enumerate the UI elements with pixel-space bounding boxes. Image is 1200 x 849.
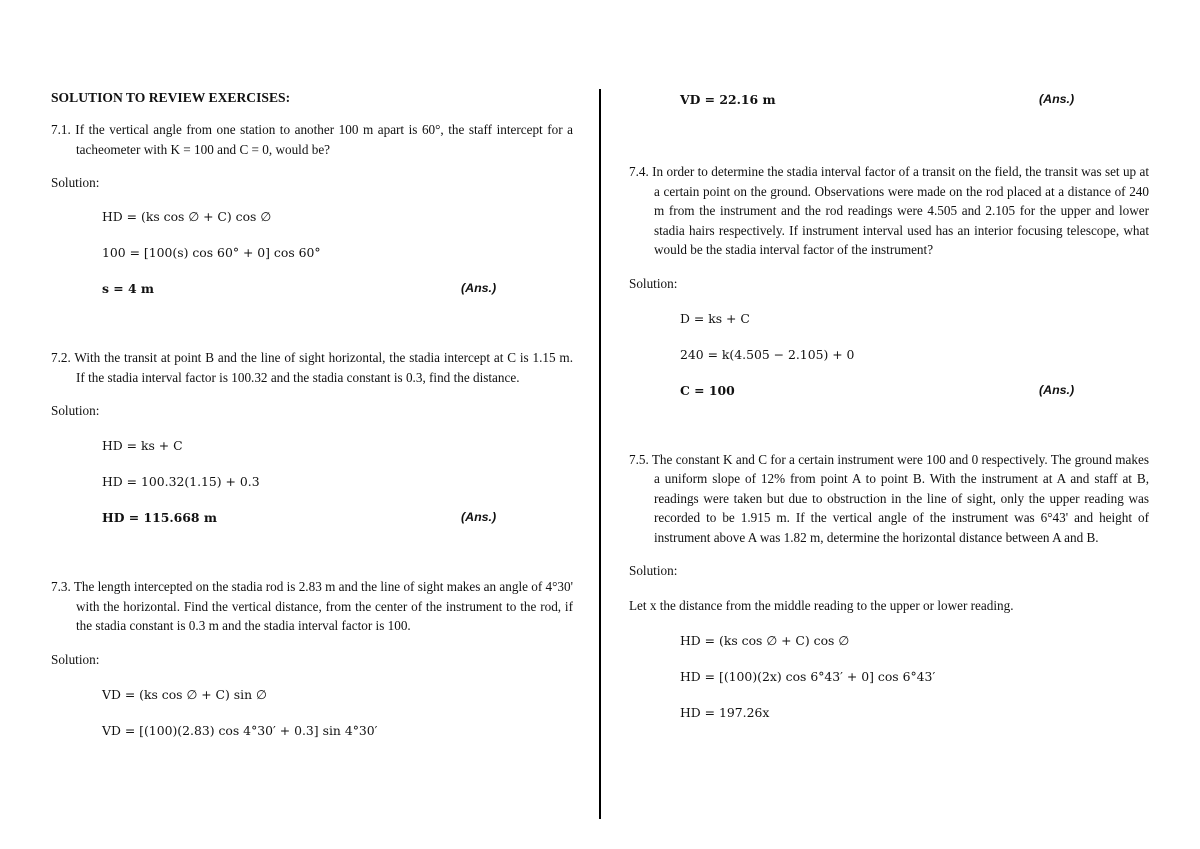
problem-7-1-question: 7.1. If the vertical angle from one station to another 100 m apart is 60°, the staff intercept for a tacheometer with K = 100 and C = 0, would be? (51, 122, 573, 157)
problem-7-5-equation-3: HD = 197.26x (680, 705, 770, 720)
problem-7-2-answer (51, 508, 573, 527)
ans-label: (Ans.) (461, 510, 497, 524)
column-divider (599, 89, 601, 819)
ans-label: (Ans.) (461, 281, 497, 295)
problem-7-5-question: 7.5. The constant K and C for a certain instrument were 100 and 0 respectively. The ground makes a uniform slope of 12% from point A to point B. With the instrument at A and staff at B, readings were taken but due to obstruction in the line of sight, only the upper reading was recorded to be 1.915 m. If the vertical angle of the instrument was 6°43' and height of instrument above A was 1.82 m, determine the horizontal distance between A and B. (629, 451, 1149, 545)
problem-7-2-equation-1: HD = ks + C (102, 438, 183, 453)
problem-7-2-question: 7.2. With the transit at point B and the line of sight horizontal, the stadia intercept at C is 1.15 m. If the stadia interval factor is 100.32 and the stadia constant is 0.3, find the distance. (51, 350, 573, 385)
solution-label: Solution: (51, 175, 100, 190)
solution-label: Solution: (51, 403, 100, 418)
answer-value: HD = 115.668 m (102, 510, 217, 525)
problem-7-3-equation-2: VD = [(100)(2.83) cos 4°30′ + 0.3] sin 4°30′ (102, 722, 378, 738)
left-column (51, 88, 573, 740)
ans-label: (Ans.) (1039, 382, 1075, 397)
problem-7-3-answer (629, 90, 1149, 109)
answer-value: C = 100 (680, 382, 735, 398)
right-column (629, 88, 1149, 722)
ans-label: (Ans.) (1039, 92, 1075, 106)
problem-7-3-question: 7.3. The length intercepted on the stadia rod is 2.83 m and the line of sight makes an angle of 4°30' with the horizontal. Find the vertical distance, from the center of the instrument to the rod, if the stadia constant is 0.3 m and the stadia interval factor is 100. (51, 579, 573, 633)
problem-7-5-equation-1: HD = (ks cos ∅ + C) cos ∅ (680, 633, 850, 648)
problem-7-5-let-line: Let x the distance from the middle reading to the upper or lower reading. (629, 598, 1014, 613)
answer-value: VD = 22.16 m (680, 92, 776, 107)
problem-7-4-equation-1: D = ks + C (680, 310, 750, 326)
solution-label: Solution: (51, 651, 100, 667)
problem-7-2-equation-2: HD = 100.32(1.15) + 0.3 (102, 474, 260, 489)
problem-7-5-equation-2: HD = [(100)(2x) cos 6°43′ + 0] cos 6°43′ (680, 669, 936, 684)
problem-7-4-question: 7.4. In order to determine the stadia interval factor of a transit on the field, the transit was set up at a certain point on the ground. Observations were made on the rod placed at a distance of 240 m from the instrument and the rod readings were 4.505 and 2.105 for the upper and lower stadia hairs respectively. If instrument interval used has an interior focusing telescope, what would be the stadia interval factor of the instrument? (629, 164, 1149, 257)
answer-value: s = 4 m (102, 281, 155, 296)
problem-7-3-equation-1: VD = (ks cos ∅ + C) sin ∅ (102, 686, 267, 702)
page-heading: SOLUTION TO REVIEW EXERCISES: (51, 90, 291, 105)
problem-7-4-equation-2: 240 = k(4.505 − 2.105) + 0 (680, 346, 855, 362)
solution-label: Solution: (629, 563, 678, 578)
problem-7-4-answer (629, 381, 1149, 400)
solution-label: Solution: (629, 275, 678, 291)
problem-7-1-equation-1: HD = (ks cos ∅ + C) cos ∅ (102, 209, 272, 224)
problem-7-1-equation-2: 100 = [100(s) cos 60° + 0] cos 60° (102, 245, 321, 260)
problem-7-1-answer (51, 279, 573, 298)
